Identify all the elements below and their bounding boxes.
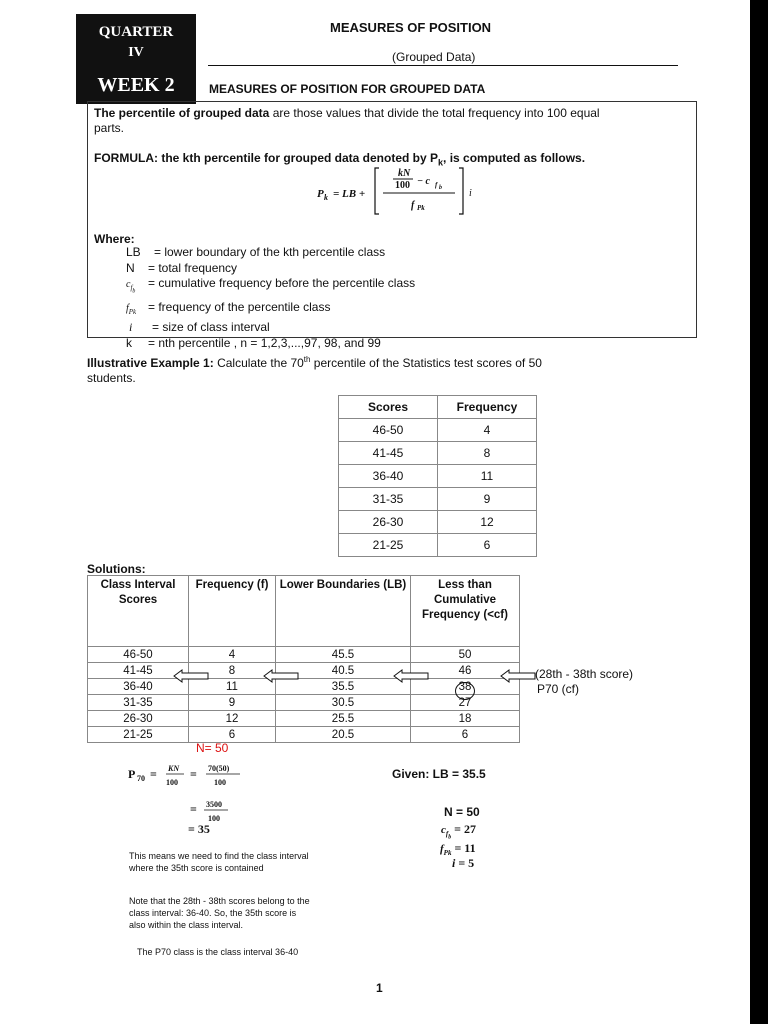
given-i: i = 5 [452, 856, 475, 870]
p70-computation [128, 760, 258, 830]
svg-text:=: = [150, 767, 157, 781]
where-item: LB = lower boundary of the kth percentile class [126, 245, 386, 259]
table-cell: 6 [438, 534, 537, 557]
svg-text:f: f [411, 200, 415, 211]
svg-text:70: 70 [137, 774, 145, 783]
table-cell: 20.5 [276, 727, 411, 743]
svg-text:=: = [190, 767, 197, 781]
where-item: N = total frequency [126, 260, 238, 275]
table-cell: 4 [438, 419, 537, 442]
svg-text:f: f [435, 181, 438, 189]
table-cell: 12 [438, 511, 537, 534]
given-cfb-value: = 27 [454, 822, 476, 836]
table-row [339, 465, 537, 488]
formula-label-text: FORMULA: the kth percentile for grouped data denoted by P [94, 151, 439, 165]
section-title: MEASURES OF POSITION FOR GROUPED DATA [209, 82, 486, 96]
table-row [339, 419, 537, 442]
table-cell: 21-25 [339, 534, 438, 557]
svg-text:k: k [324, 193, 328, 202]
given-fpk: $f_{Pk} = 11$ [440, 841, 476, 858]
where-item: i = size of class interval [126, 320, 270, 335]
svg-text:kN: kN [398, 168, 411, 179]
table-cell: 9 [189, 695, 276, 711]
where-list [126, 245, 415, 351]
week-label: WEEK 2 [97, 74, 175, 96]
table-cell: 30.5 [276, 695, 411, 711]
table-header-row [339, 396, 537, 419]
table-cell: 35.5 [276, 679, 411, 695]
sub-num-text: 70(50) [208, 764, 230, 773]
table-cell: 36-40 [88, 679, 189, 695]
table-row [339, 488, 537, 511]
column-header: Lower Boundaries (LB) [276, 576, 411, 647]
column-header: Scores [339, 396, 438, 419]
page-title: MEASURES OF POSITION [330, 20, 492, 35]
where-label: Where: [94, 232, 135, 246]
svg-text:i: i [469, 188, 472, 199]
table-row [88, 727, 520, 743]
n-total: N= 50 [196, 741, 229, 755]
table-cell: 46 [411, 663, 520, 679]
where-item: $c_{f_b}=$ cumulative frequency before the percentile class [126, 276, 416, 295]
column-header: Class Interval Scores [88, 576, 189, 647]
left-arrow-icon [262, 668, 302, 684]
left-arrow-icon [499, 668, 539, 684]
svg-text:= LB +: = LB + [333, 188, 366, 200]
definition-rest: are those values that divide the total frequency into 100 equal [269, 106, 600, 120]
table-cell: 46-50 [339, 419, 438, 442]
where-item: k = nth percentile , n = 1,2,3,...,97, 98, and 99 [126, 335, 381, 350]
where-item-text: = size of class interval [152, 320, 270, 335]
table-row [339, 511, 537, 534]
table-cell: 11 [438, 465, 537, 488]
explanation-note-3: The P70 class is the class interval 36-40 [137, 947, 299, 957]
where-item-text: = nth percentile , n = 1,2,3,...,97, 98, and 99 [148, 335, 381, 350]
example-text: Calculate the 70 [213, 356, 304, 370]
svg-text:100: 100 [214, 778, 226, 787]
definition-text [94, 106, 694, 136]
column-header: Less than Cumulative Frequency (<cf) [411, 576, 520, 647]
page-subtitle: (Grouped Data) [392, 50, 476, 64]
given-i-value: = 5 [458, 856, 475, 870]
score-range-note: (28th - 38th score) [535, 667, 634, 681]
left-arrow-icon [172, 668, 212, 684]
header-divider [208, 65, 678, 66]
explanation-note-1: This means we need to find the class interval where the 35th score is contained [129, 851, 309, 873]
svg-text:3500: 3500 [206, 800, 222, 809]
table-cell: 31-35 [339, 488, 438, 511]
table-row [88, 695, 520, 711]
where-item-text: = total frequency [148, 260, 238, 275]
p70-cf-note: P70 (cf) [537, 682, 580, 696]
svg-text:100: 100 [166, 778, 178, 787]
table-cell: 21-25 [88, 727, 189, 743]
table-header-row [88, 576, 520, 647]
table-cell: 46-50 [88, 647, 189, 663]
table-cell: 45.5 [276, 647, 411, 663]
circled-value-marker [455, 682, 475, 700]
table-row [88, 647, 520, 663]
page-number: 1 [376, 981, 383, 995]
given-fpk-value: = 11 [454, 841, 476, 855]
example-line2: students. [87, 371, 136, 385]
example-statement [87, 352, 687, 386]
definition-box [87, 101, 697, 350]
quarter-label: QUARTER [98, 24, 174, 40]
formula-label-rest: , is computed as follows. [443, 151, 586, 165]
given-cfb: $c_{f_b} = 27$ [441, 822, 476, 841]
table-cell: 8 [189, 663, 276, 679]
table-cell: 26-30 [339, 511, 438, 534]
table-cell: 50 [411, 647, 520, 663]
table-cell: 11 [189, 679, 276, 695]
table-row [339, 442, 537, 465]
table-cell: 40.5 [276, 663, 411, 679]
table-cell: 27 [411, 695, 520, 711]
column-header: Frequency [438, 396, 537, 419]
where-item-text: = frequency of the percentile class [148, 299, 331, 314]
svg-text:100: 100 [208, 814, 220, 823]
solutions-label: Solutions: [87, 562, 146, 576]
formula-label-sub: k [438, 157, 444, 168]
svg-text:=: = [190, 802, 197, 816]
definition-line2: parts. [94, 121, 125, 135]
table-cell: 8 [438, 442, 537, 465]
svg-text:− c: − c [417, 176, 430, 187]
given-lb: Given: LB = 35.5 [392, 767, 486, 781]
percentile-formula [313, 164, 483, 218]
definition-term: The percentile of grouped data [94, 106, 270, 120]
quarter-number: IV [128, 45, 144, 60]
table-cell: 18 [411, 711, 520, 727]
svg-text:P: P [317, 188, 324, 200]
where-item-text: = cumulative frequency before the percentile class [148, 276, 416, 290]
table-cell: 9 [438, 488, 537, 511]
table-cell: 26-30 [88, 711, 189, 727]
table-cell: 41-45 [88, 663, 189, 679]
table-row [339, 534, 537, 557]
table-cell: 38 [411, 679, 520, 695]
kn-text: KN [168, 764, 180, 773]
explanation-note-2: Note that the 28th - 38th scores belong to the class interval: 36-40. So, the 35th score is also within the class interval. [129, 896, 310, 930]
table-cell: 25.5 [276, 711, 411, 727]
table-cell: 41-45 [339, 442, 438, 465]
quarter-week-banner [76, 14, 196, 104]
scores-table [338, 395, 537, 557]
table-cell: 6 [411, 727, 520, 743]
example-text2: percentile of the Statistics test scores of 50 [310, 356, 542, 370]
svg-text:P: P [128, 767, 136, 781]
table-cell: 6 [189, 727, 276, 743]
p70-result: = 35 [188, 822, 210, 836]
table-row [88, 711, 520, 727]
table-row [88, 663, 520, 679]
svg-text:Pk: Pk [417, 204, 425, 212]
table-cell: 31-35 [88, 695, 189, 711]
example-sup: th [303, 355, 311, 364]
solutions-table [87, 575, 520, 743]
where-item-text: = lower boundary of the kth percentile class [154, 245, 386, 259]
left-arrow-icon [392, 668, 432, 684]
example-label: Illustrative Example 1: [87, 356, 214, 370]
table-cell: 36-40 [339, 465, 438, 488]
svg-text:b: b [439, 185, 442, 191]
table-cell: 12 [189, 711, 276, 727]
table-cell: 4 [189, 647, 276, 663]
svg-text:100: 100 [395, 180, 410, 191]
column-header: Frequency (f) [189, 576, 276, 647]
where-item: $f_{Pk}$ = frequency of the percentile class [126, 299, 331, 316]
given-n: N = 50 [444, 805, 480, 819]
